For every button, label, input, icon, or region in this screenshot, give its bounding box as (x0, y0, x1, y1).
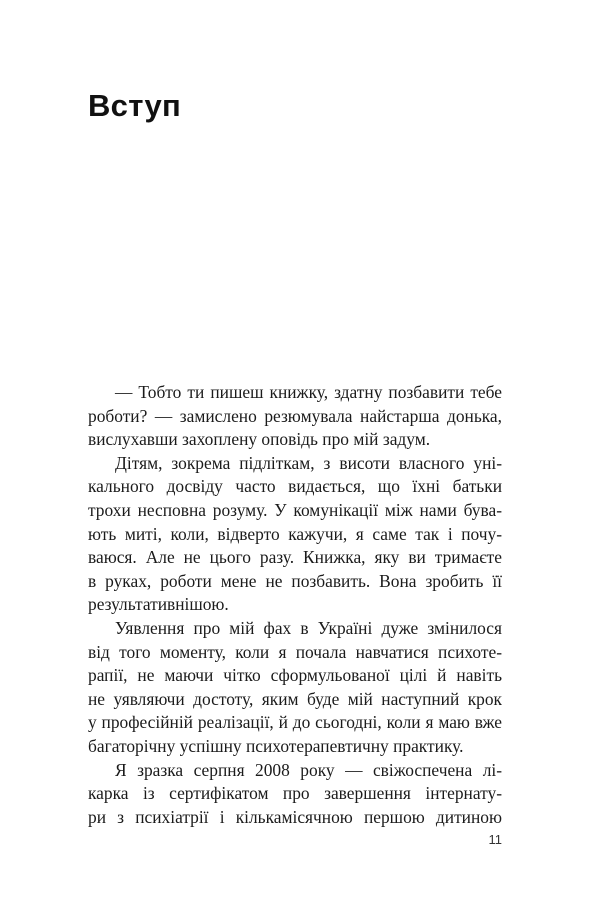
text-line: багаторічну успішну психотерапевтичну практику. (88, 735, 464, 756)
text-line: ри з психіатрії і кількамісячною першою дитиною (88, 806, 502, 827)
text-line: кального досвіду часто видається, що їхні батьки (88, 476, 502, 497)
chapter-title: Вступ (88, 88, 182, 123)
text-line: Дітям, зокрема підліткам, з висоти власного уні- (115, 452, 502, 473)
paragraph (88, 617, 502, 759)
page-number: 11 (488, 832, 502, 847)
text-line: рапії, не маючи чітко сформульованої цілі й навіть (88, 665, 502, 686)
text-line: у професійній реалізації, й до сьогодні, коли я маю вже (88, 712, 502, 733)
text-line: карка із сертифікатом про завершення інтернату- (88, 783, 502, 804)
text-line: — Тобто ти пишеш книжку, здатну позбавити тебе (115, 382, 502, 402)
text-line: від того моменту, коли я почала навчатися психоте- (88, 641, 502, 662)
body-text (88, 381, 502, 829)
paragraph (88, 381, 502, 452)
text-line: Я зразка серпня 2008 року — свіжоспечена лі- (115, 759, 502, 780)
text-line: в руках, роботи мене не позбавить. Вона зробить її (88, 570, 502, 591)
text-line: вислухавши захоплену оповідь про мій задум. (88, 429, 431, 450)
text-line: трохи несповна розуму. У комунікації між нами бува- (88, 499, 502, 520)
text-line: не уявляючи достоту, яким буде мій наступний крок (88, 688, 502, 709)
text-line: роботи? — замислено резюмувала найстарша донька, (88, 405, 502, 426)
paragraph (88, 452, 502, 617)
text-line: Уявлення про мій фах в Україні дуже змінилося (115, 617, 502, 638)
text-line: ють миті, коли, відверто кажучи, я саме так і почу- (88, 523, 502, 544)
paragraph (88, 759, 502, 830)
text-line: результативнішою. (88, 594, 229, 615)
text-line: ваюся. Але не цього разу. Книжка, яку ви тримаєте (88, 547, 502, 568)
